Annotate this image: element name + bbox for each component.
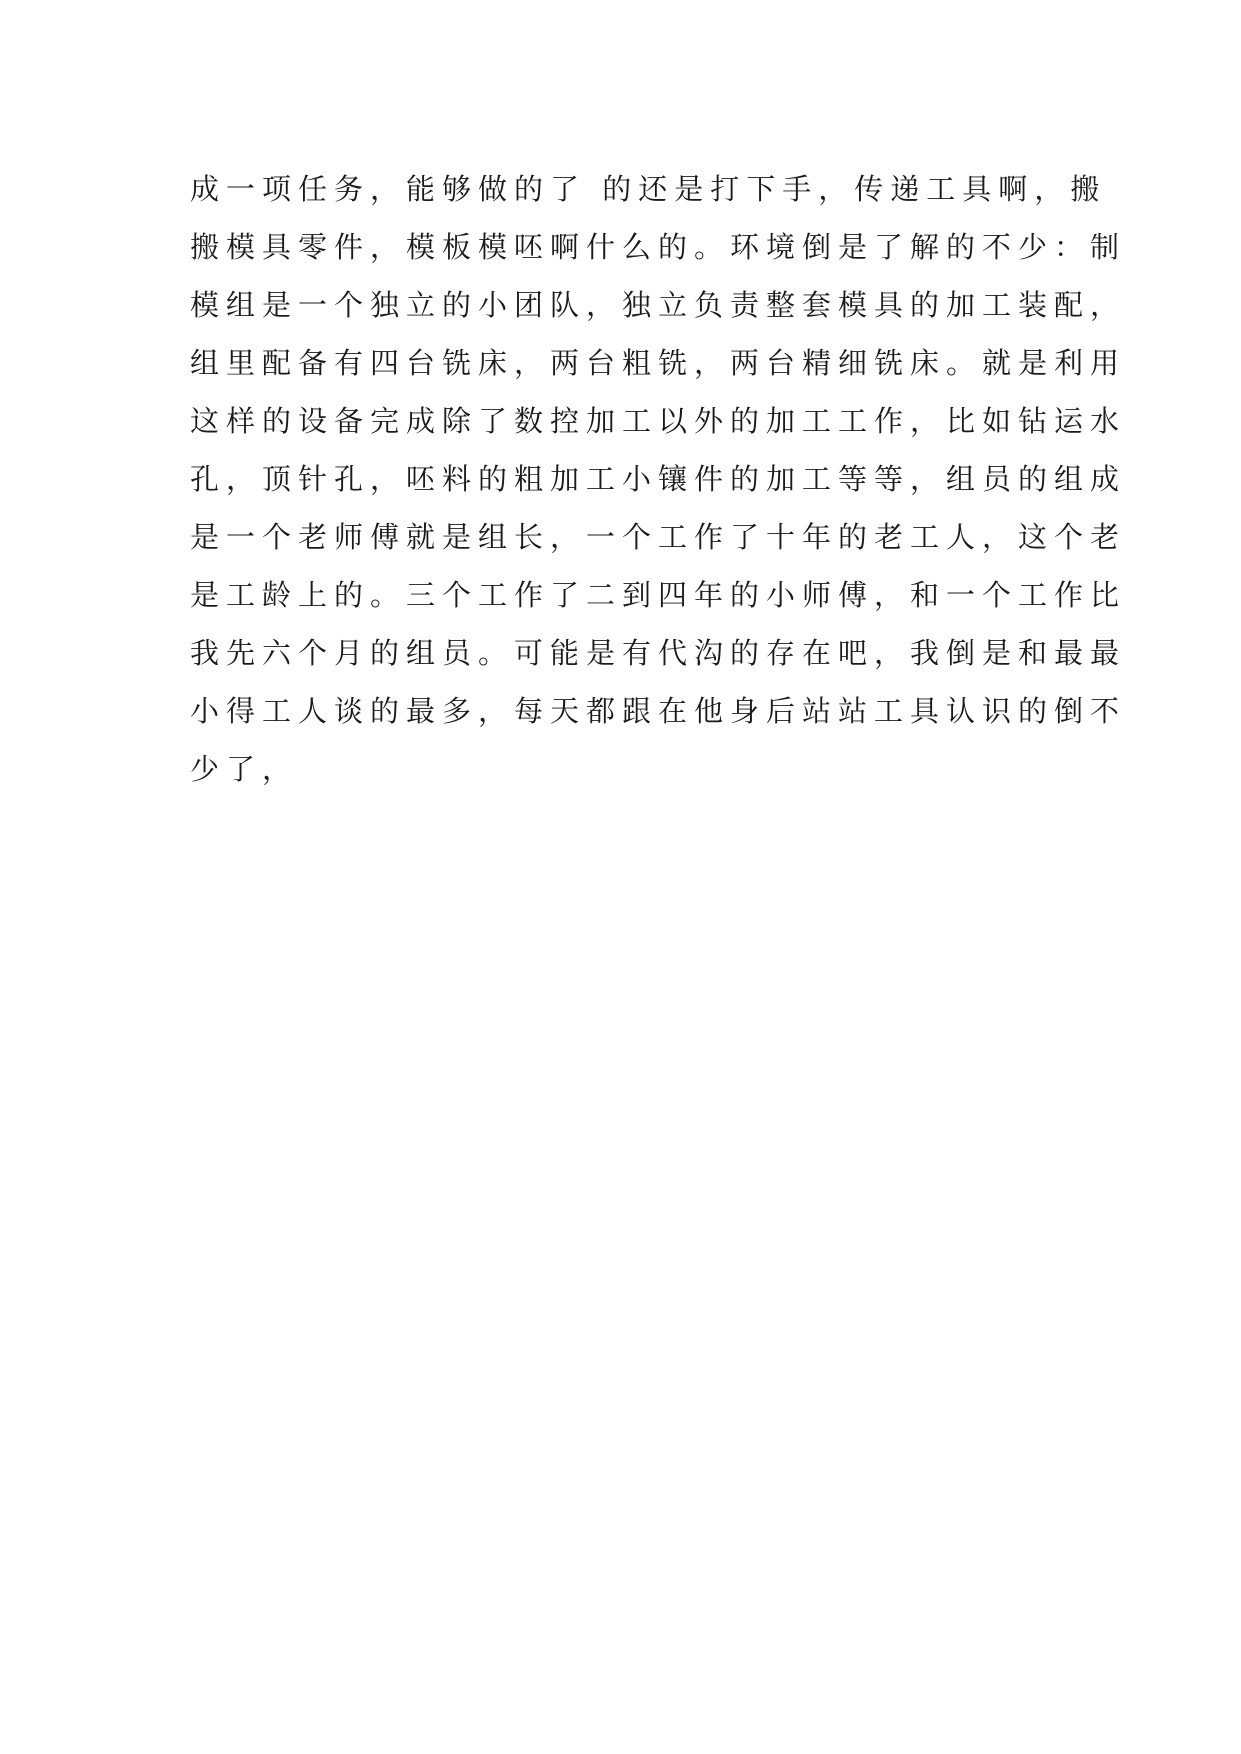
text-line-7: 是一个老师傅就是组长，一个工作了十年的老工人，这个老 (190, 520, 1127, 554)
text-line-10: 小得工人谈的最多，每天都跟在他身后站站工具认识的倒不 (190, 694, 1127, 728)
text-line-4: 组里配备有四台铣床，两台粗铣，两台精细铣床。就是利用 (190, 346, 1127, 380)
text-line-1: 成一项任务，能够做的了 的还是打下手，传递工具啊，搬 (190, 172, 1107, 206)
text-line-2: 搬模具零件，模板模呸啊什么的。环境倒是了解的不少：制 (190, 230, 1127, 264)
text-line-6: 孔，顶针孔，呸料的粗加工小镶件的加工等等，组员的组成 (190, 462, 1127, 496)
body-paragraph (190, 160, 1127, 798)
text-line-11: 少了， (190, 752, 299, 786)
text-line-9: 我先六个月的组员。可能是有代沟的存在吧，我倒是和最最 (190, 636, 1127, 670)
text-line-3: 模组是一个独立的小团队，独立负责整套模具的加工装配， (190, 288, 1127, 322)
text-line-8: 是工龄上的。三个工作了二到四年的小师傅，和一个工作比 (190, 578, 1127, 612)
text-line-5: 这样的设备完成除了数控加工以外的加工工作，比如钻运水 (190, 404, 1127, 438)
